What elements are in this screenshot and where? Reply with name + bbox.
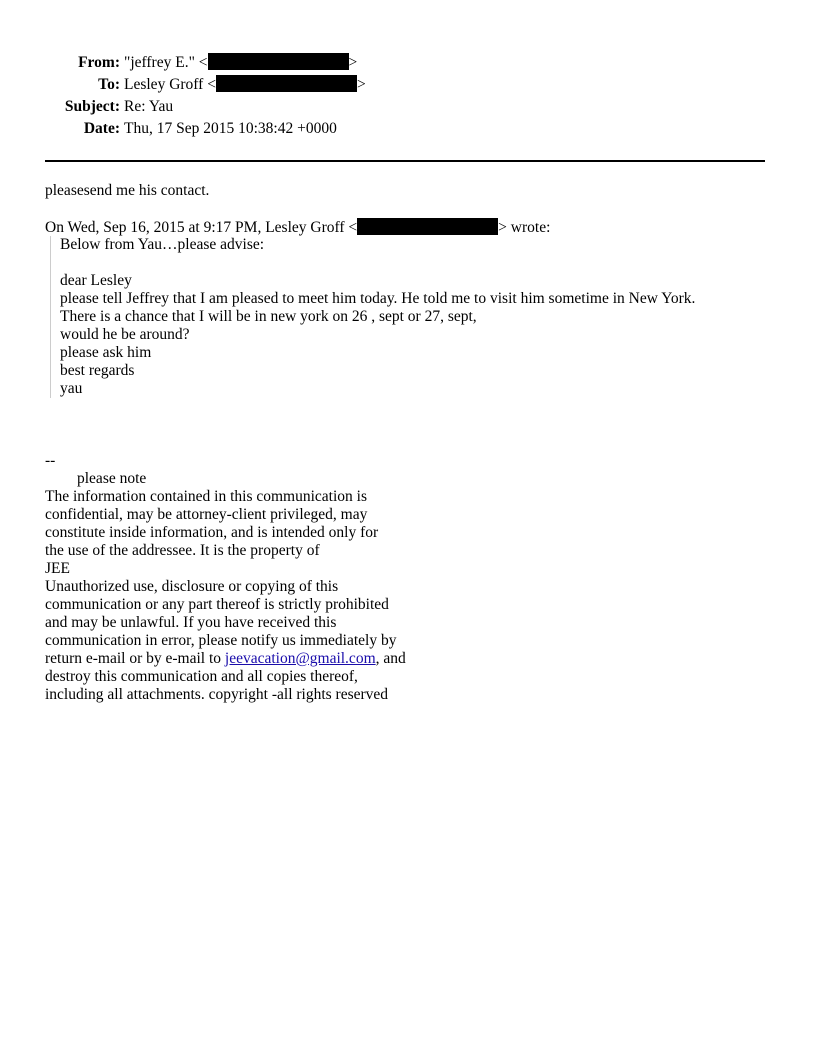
quote-intro-text: On Wed, Sep 16, 2015 at 9:17 PM, Lesley Groff <: [45, 219, 358, 236]
quoted-line: best regards: [60, 362, 135, 379]
quoted-line: please ask him: [60, 344, 152, 361]
return-text-end: , and: [375, 650, 406, 667]
header-divider: [45, 160, 765, 162]
disclaimer-line: and may be unlawful. If you have received this: [45, 614, 337, 631]
quoted-line: please tell Jeffrey that I am pleased to meet him today. He told me to visit him sometime in New York.: [60, 290, 696, 307]
disclaimer-line: confidential, may be attorney-client privileged, may: [45, 506, 368, 523]
from-name: "jeffrey E." <: [124, 54, 208, 71]
date-label: Date:: [83, 120, 120, 137]
disclaimer-line: JEE: [45, 560, 70, 577]
disclaimer-return-line: [45, 650, 785, 668]
disclaimer-line: Unauthorized use, disclosure or copying of this: [45, 578, 339, 595]
quoted-message: [50, 236, 785, 398]
return-text: return e-mail or by e-mail to: [45, 650, 225, 667]
spacer: [45, 398, 785, 416]
disclaimer-line: including all attachments. copyright -all rights reserved: [45, 686, 389, 703]
quote-intro-end: > wrote:: [498, 219, 551, 236]
disclaimer-line: the use of the addressee. It is the property of: [45, 542, 320, 559]
email-link[interactable]: jeevacation@gmail.com: [224, 650, 376, 667]
to-close: >: [356, 76, 366, 93]
to-label: To:: [98, 76, 120, 93]
to-value: [124, 74, 366, 96]
redaction-box: [357, 218, 498, 235]
signature-note: please note: [77, 470, 147, 487]
to-name: Lesley Groff <: [124, 76, 216, 93]
date-value: Thu, 17 Sep 2015 10:38:42 +0000: [124, 120, 337, 137]
redaction-box: [216, 75, 357, 92]
spacer: [45, 416, 785, 434]
redaction-box: [208, 53, 349, 70]
quoted-line: [60, 254, 785, 272]
disclaimer-line: communication in error, please notify us immediately by: [45, 632, 397, 649]
spacer: [45, 200, 785, 218]
reply-text: pleasesend me his contact.: [45, 182, 210, 199]
email-body: [45, 182, 785, 704]
from-label: From:: [78, 54, 120, 71]
disclaimer-line: communication or any part thereof is strictly prohibited: [45, 596, 389, 613]
signature-dashes: --: [45, 452, 56, 469]
from-close: >: [348, 54, 358, 71]
subject-label: Subject:: [64, 98, 120, 115]
quoted-line: would he be around?: [60, 326, 190, 343]
quoted-line: yau: [60, 380, 83, 397]
disclaimer-line: destroy this communication and all copies thereof,: [45, 668, 358, 685]
disclaimer-line: The information contained in this communication is: [45, 488, 367, 505]
quoted-line: Below from Yau…please advise:: [60, 236, 265, 253]
quote-intro: [45, 218, 785, 236]
subject-value: Re: Yau: [124, 98, 174, 115]
spacer: [45, 434, 785, 452]
disclaimer-line: constitute inside information, and is intended only for: [45, 524, 379, 541]
quoted-line: dear Lesley: [60, 272, 132, 289]
quoted-line: There is a chance that I will be in new york on 26 , sept or 27, sept,: [60, 308, 477, 325]
from-value: [124, 52, 357, 74]
